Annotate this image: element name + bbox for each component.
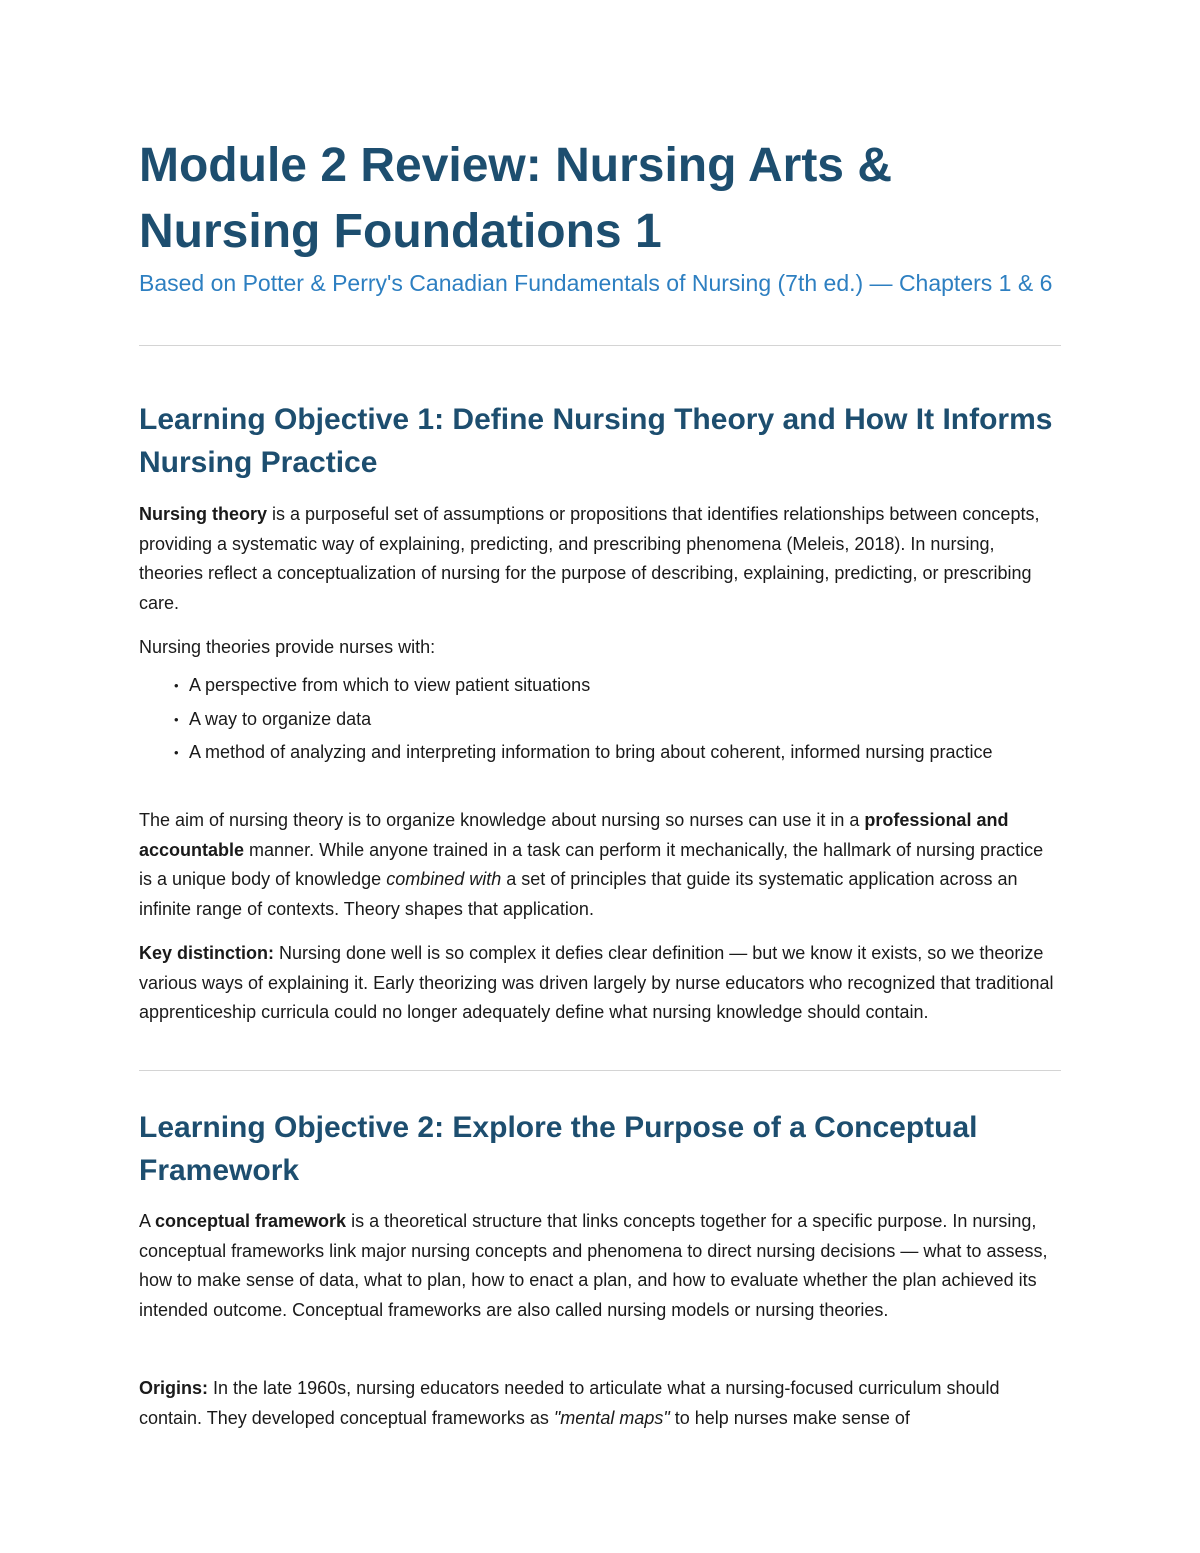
lo2-heading: Learning Objective 2: Explore the Purpose of a Conceptual Framework — [139, 1111, 978, 1187]
lo1-paragraph-2: Nursing theories provide nurses with: — [139, 637, 436, 657]
term-nursing-theory: Nursing theory — [139, 504, 268, 524]
list-item: • A way to organize data — [137, 705, 1037, 735]
divider — [139, 1070, 1061, 1071]
lo1-heading: Learning Objective 1: Define Nursing Theory and How It Informs Nursing Practice — [139, 403, 1053, 479]
term-conceptual-framework: conceptual framework — [155, 1211, 347, 1231]
origins-label: Origins: — [139, 1378, 209, 1398]
lo1-paragraph-4: Key distinction: Nursing done well is so complex it defies clear definition — but we know it exists, so we theorize various ways of explaining it. Early theorizing was driven largely by nurse educators who recognized that traditional apprenticeship curricula could no longer adequately define what nursing knowledge should contain. — [139, 943, 1054, 1022]
document-subtitle: Based on Potter & Perry's Canadian Fundamentals of Nursing (7th ed.) — Chapters 1 & 6 — [139, 270, 1053, 296]
list-item: • A perspective from which to view patient situations — [137, 671, 1037, 701]
lo1-paragraph-1: Nursing theory is a purposeful set of assumptions or propositions that identifies relationships between concepts, providing a systematic way of explaining, predicting, and prescribing phenomena (Meleis, 2018). In nursing, theories reflect a conceptualization of nursing for the purpose of describing, explaining, predicting, or prescribing care. — [139, 504, 1040, 613]
list-item: • A method of analyzing and interpreting information to bring about coherent, informed nursing practice — [137, 738, 1037, 768]
lo1-bullet-list — [137, 671, 1059, 772]
lo2-paragraph-2: Origins: In the late 1960s, nursing educators needed to articulate what a nursing-focused curriculum should contain. They developed conceptual frameworks as "mental maps" to help nurses make sense of — [139, 1378, 1000, 1428]
key-distinction-label: Key distinction: — [139, 943, 275, 963]
document-title: Module 2 Review: Nursing Arts & Nursing Foundations 1 — [139, 139, 892, 258]
lo1-paragraph-3: The aim of nursing theory is to organize knowledge about nursing so nurses can use it in a professional and accountable manner. While anyone trained in a task can perform it mechanically, the hallmark of nursing practice is a unique body of knowledge combined with a set of principles that guide its systematic application across an infinite range of contexts. Theory shapes that application. — [139, 810, 1044, 919]
lo2-paragraph-1: A conceptual framework is a theoretical structure that links concepts together for a specific purpose. In nursing, conceptual frameworks link major nursing concepts and phenomena to direct nursing decisions — what to assess, how to make sense of data, what to plan, how to enact a plan, and how to evaluate whether the plan achieved its intended outcome. Conceptual frameworks are also called nursing models or nursing theories. — [139, 1211, 1048, 1320]
divider — [139, 345, 1061, 346]
